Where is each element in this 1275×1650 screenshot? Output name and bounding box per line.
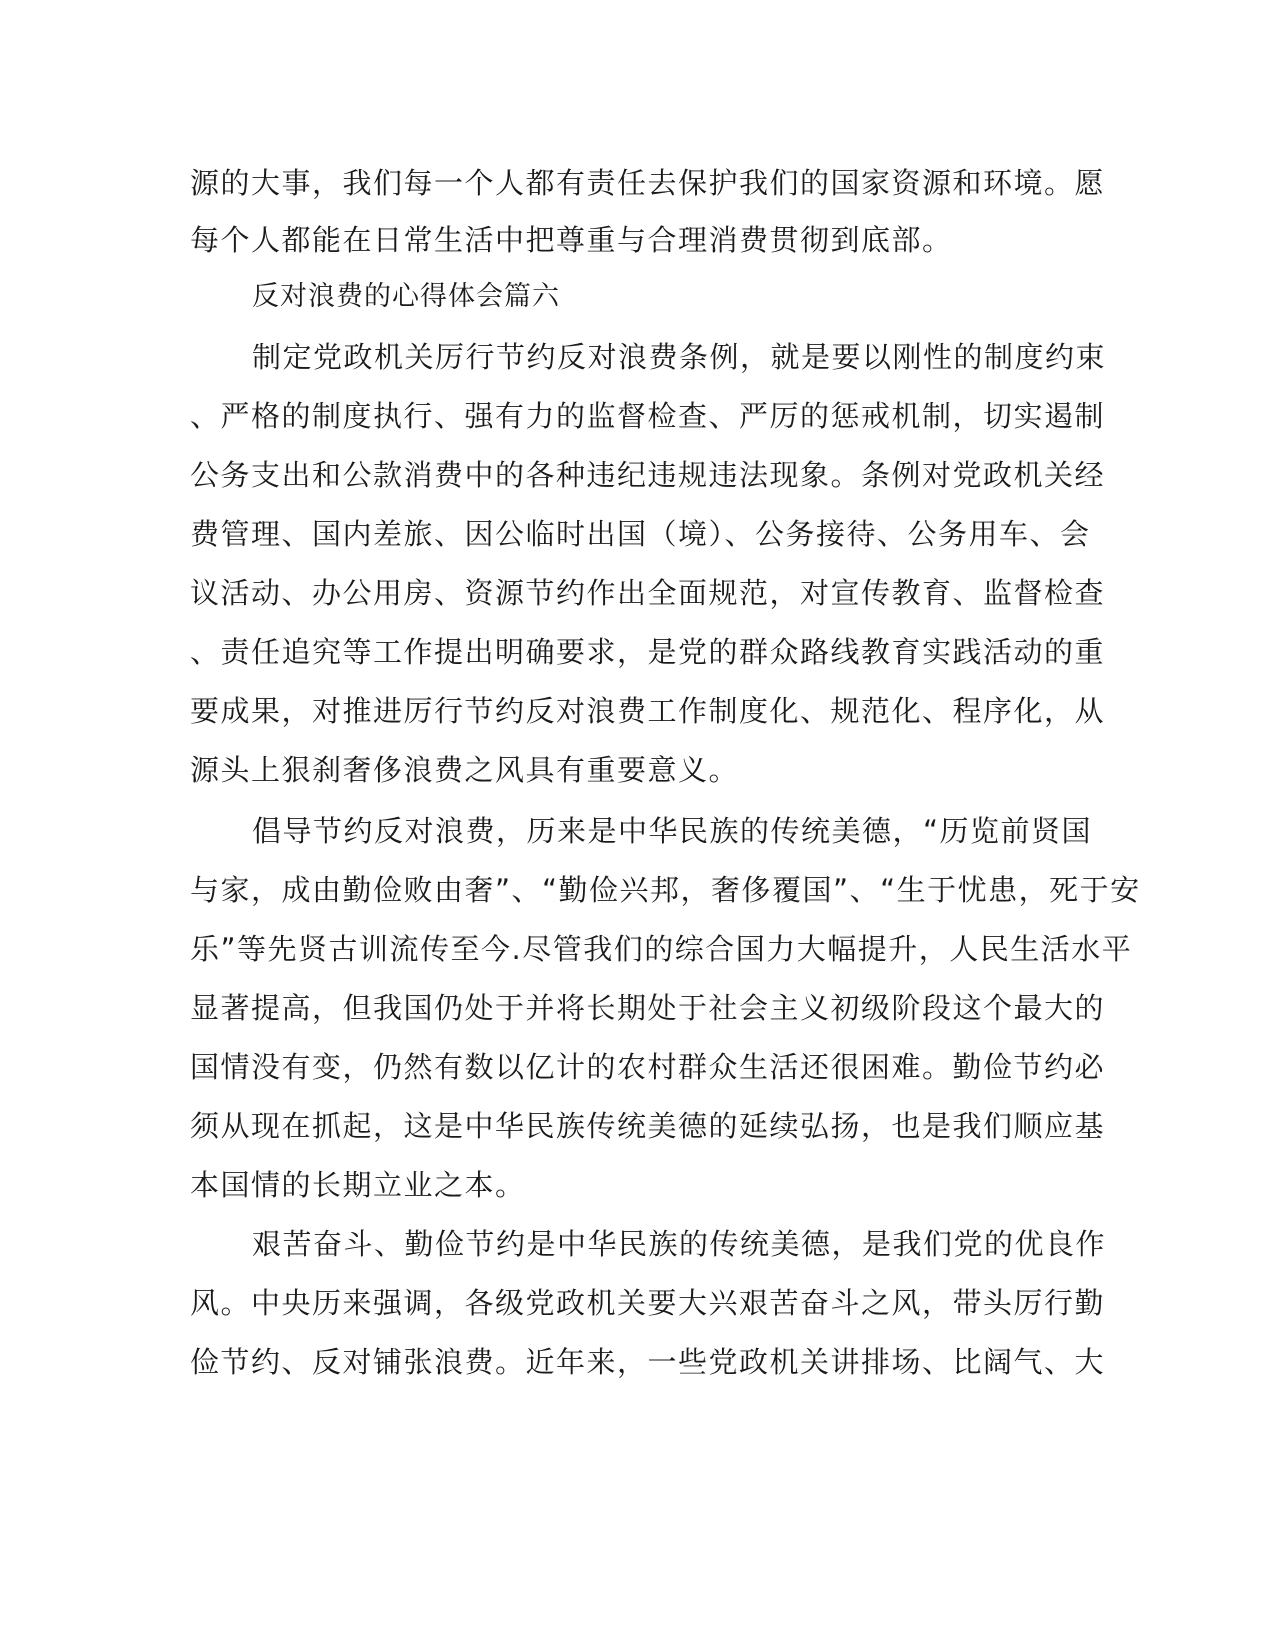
paragraph-line: 议活动、办公用房、资源节约作出全面规范，对宣传教育、监督检查 [190,576,1106,610]
paragraph-line: 、责任追究等工作提出明确要求，是党的群众路线教育实践活动的重 [190,635,1106,669]
paragraph-line: 风。中央历来强调，各级党政机关要大兴艰苦奋斗之风，带头厉行勤 [190,1286,1106,1320]
paragraph-line: 每个人都能在日常生活中把尊重与合理消费贯彻到底部。 [190,223,953,257]
paragraph-line: 制定党政机关厉行节约反对浪费条例，就是要以刚性的制度约束 [252,340,1107,374]
paragraph-line: 国情没有变，仍然有数以亿计的农村群众生活还很困难。勤俭节约必 [190,1050,1106,1084]
paragraph-line: 倡导节约反对浪费，历来是中华民族的传统美德，“历览前贤国 [252,814,1093,848]
paragraph-line: 俭节约、反对铺张浪费。近年来，一些党政机关讲排场、比阔气、大 [190,1345,1106,1379]
paragraph-line: 本国情的长期立业之本。 [190,1168,526,1202]
paragraph-line: 源头上狠刹奢侈浪费之风具有重要意义。 [190,753,740,787]
paragraph-line: 须从现在抓起，这是中华民族传统美德的延续弘扬，也是我们顺应基 [190,1109,1106,1143]
paragraph-line: 要成果，对推进厉行节约反对浪费工作制度化、规范化、程序化，从 [190,694,1106,728]
paragraph-line: 、严格的制度执行、强有力的监督检查、严厉的惩戒机制，切实遏制 [190,399,1106,433]
paragraph-line: 乐”等先贤古训流传至今.尽管我们的综合国力大幅提升，人民生活水平 [190,932,1133,966]
paragraph-line: 公务支出和公款消费中的各种违纪违规违法现象。条例对党政机关经 [190,458,1106,492]
paragraph-line: 源的大事，我们每一个人都有责任去保护我们的国家资源和环境。愿 [190,166,1106,200]
paragraph-line: 显著提高，但我国仍处于并将长期处于社会主义初级阶段这个最大的 [190,991,1106,1025]
paragraph-line: 与家，成由勤俭败由奢”、“勤俭兴邦，奢侈覆国”、“生于忧患，死于安 [190,873,1141,907]
paragraph-line: 艰苦奋斗、勤俭节约是中华民族的传统美德，是我们党的优良作 [252,1227,1107,1261]
section-heading: 反对浪费的心得体会篇六 [252,281,560,312]
paragraph-line: 费管理、国内差旅、因公临时出国（境）、公务接待、公务用车、会 [190,517,1091,551]
